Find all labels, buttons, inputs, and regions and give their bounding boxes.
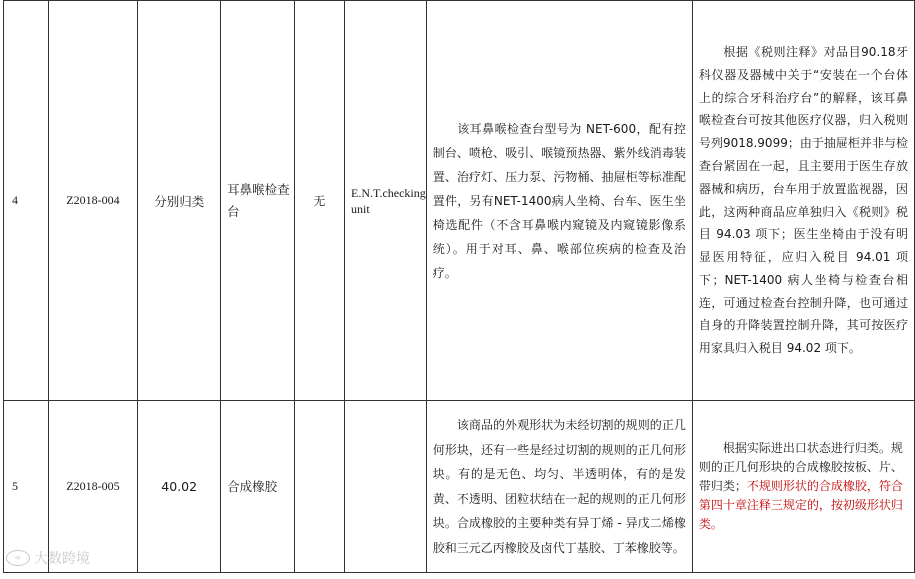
classification-rationale: [692, 1, 914, 401]
other-name: [294, 401, 344, 573]
table-row: [4, 401, 915, 573]
ruling-code: Z2018-005: [48, 401, 138, 573]
watermark-logo-icon: ∞: [6, 550, 30, 566]
product-name-cn: 耳鼻喉检查台: [221, 1, 295, 401]
classification-cell: 40.02: [138, 401, 221, 573]
description-text: 该耳鼻喉检查台型号为 NET-600，配有控制台、喷枪、吸引、喉镜预热器、紫外线消毒装置、治疗灯、压力泵、污物桶、抽屉柜等标准配置件，另有NET-1400病人坐椅、台车、医生坐椅选配件（不含耳鼻喉内窥镜及内窥镜影像系统）。用于对耳、鼻、喉部位疾病的检查及治疗。: [432, 121, 686, 280]
rationale-highlight: 不规则形状的合成橡胶，符合第四十章注释三规定的，按初级形状归类。: [698, 479, 903, 531]
rationale-text: 根据《税则注释》对品目90.18牙科仪器及器械中关于“安装在一个台体上的综合牙科治疗台”的解释，该耳鼻喉检查台可按其他医疗仪器，归入税则号列9018.9099；由于抽屉柜并非与检查台紧固在一起，且主要用于医生存放器械和病历，台车用于放置监视器，因此，这两种商品应单独归入《税则》税目 94.03 项下；医生坐椅由于没有明显医用特征，应归入税目 94.01 项下；NET-1400 病人坐椅与检查台相连，可通过检查台控制升降，也可通过自身的升降装置控制升降，其可按医疗用家具归入税目 94.02 项下。: [698, 44, 908, 356]
product-description: [426, 1, 692, 401]
table-row: [4, 1, 915, 401]
watermark-text: 大数跨境: [34, 551, 90, 567]
classification-cell: 分别归类: [138, 1, 221, 401]
product-name-en: E.N.T.checking unit: [345, 1, 427, 401]
classification-rationale: [692, 401, 914, 573]
product-name-cn: 合成橡胶: [221, 401, 295, 573]
row-number: 5: [4, 401, 49, 573]
classification-table: [3, 0, 915, 573]
watermark: [6, 548, 90, 568]
product-name-en: [345, 401, 427, 573]
product-description: [426, 401, 692, 573]
row-number: 4: [4, 1, 49, 401]
other-name: 无: [294, 1, 344, 401]
rationale-text: 根据实际进出口状态进行归类。规则的正几何形块的合成橡胶按板、片、带归类；: [698, 441, 903, 493]
ruling-code: Z2018-004: [48, 1, 138, 401]
description-text: 该商品的外观形状为未经切割的规则的正几何形块，还有一些是经过切割的规则的正几何形块。有的是无色、均匀、半透明体，有的是发黄、不透明、团粒状结在一起的规则的正几何形块。合成橡胶的主要种类有异丁烯 - 异戊二烯橡胶和三元乙丙橡胶及卤代丁基胶、丁苯橡胶等。: [432, 418, 686, 555]
